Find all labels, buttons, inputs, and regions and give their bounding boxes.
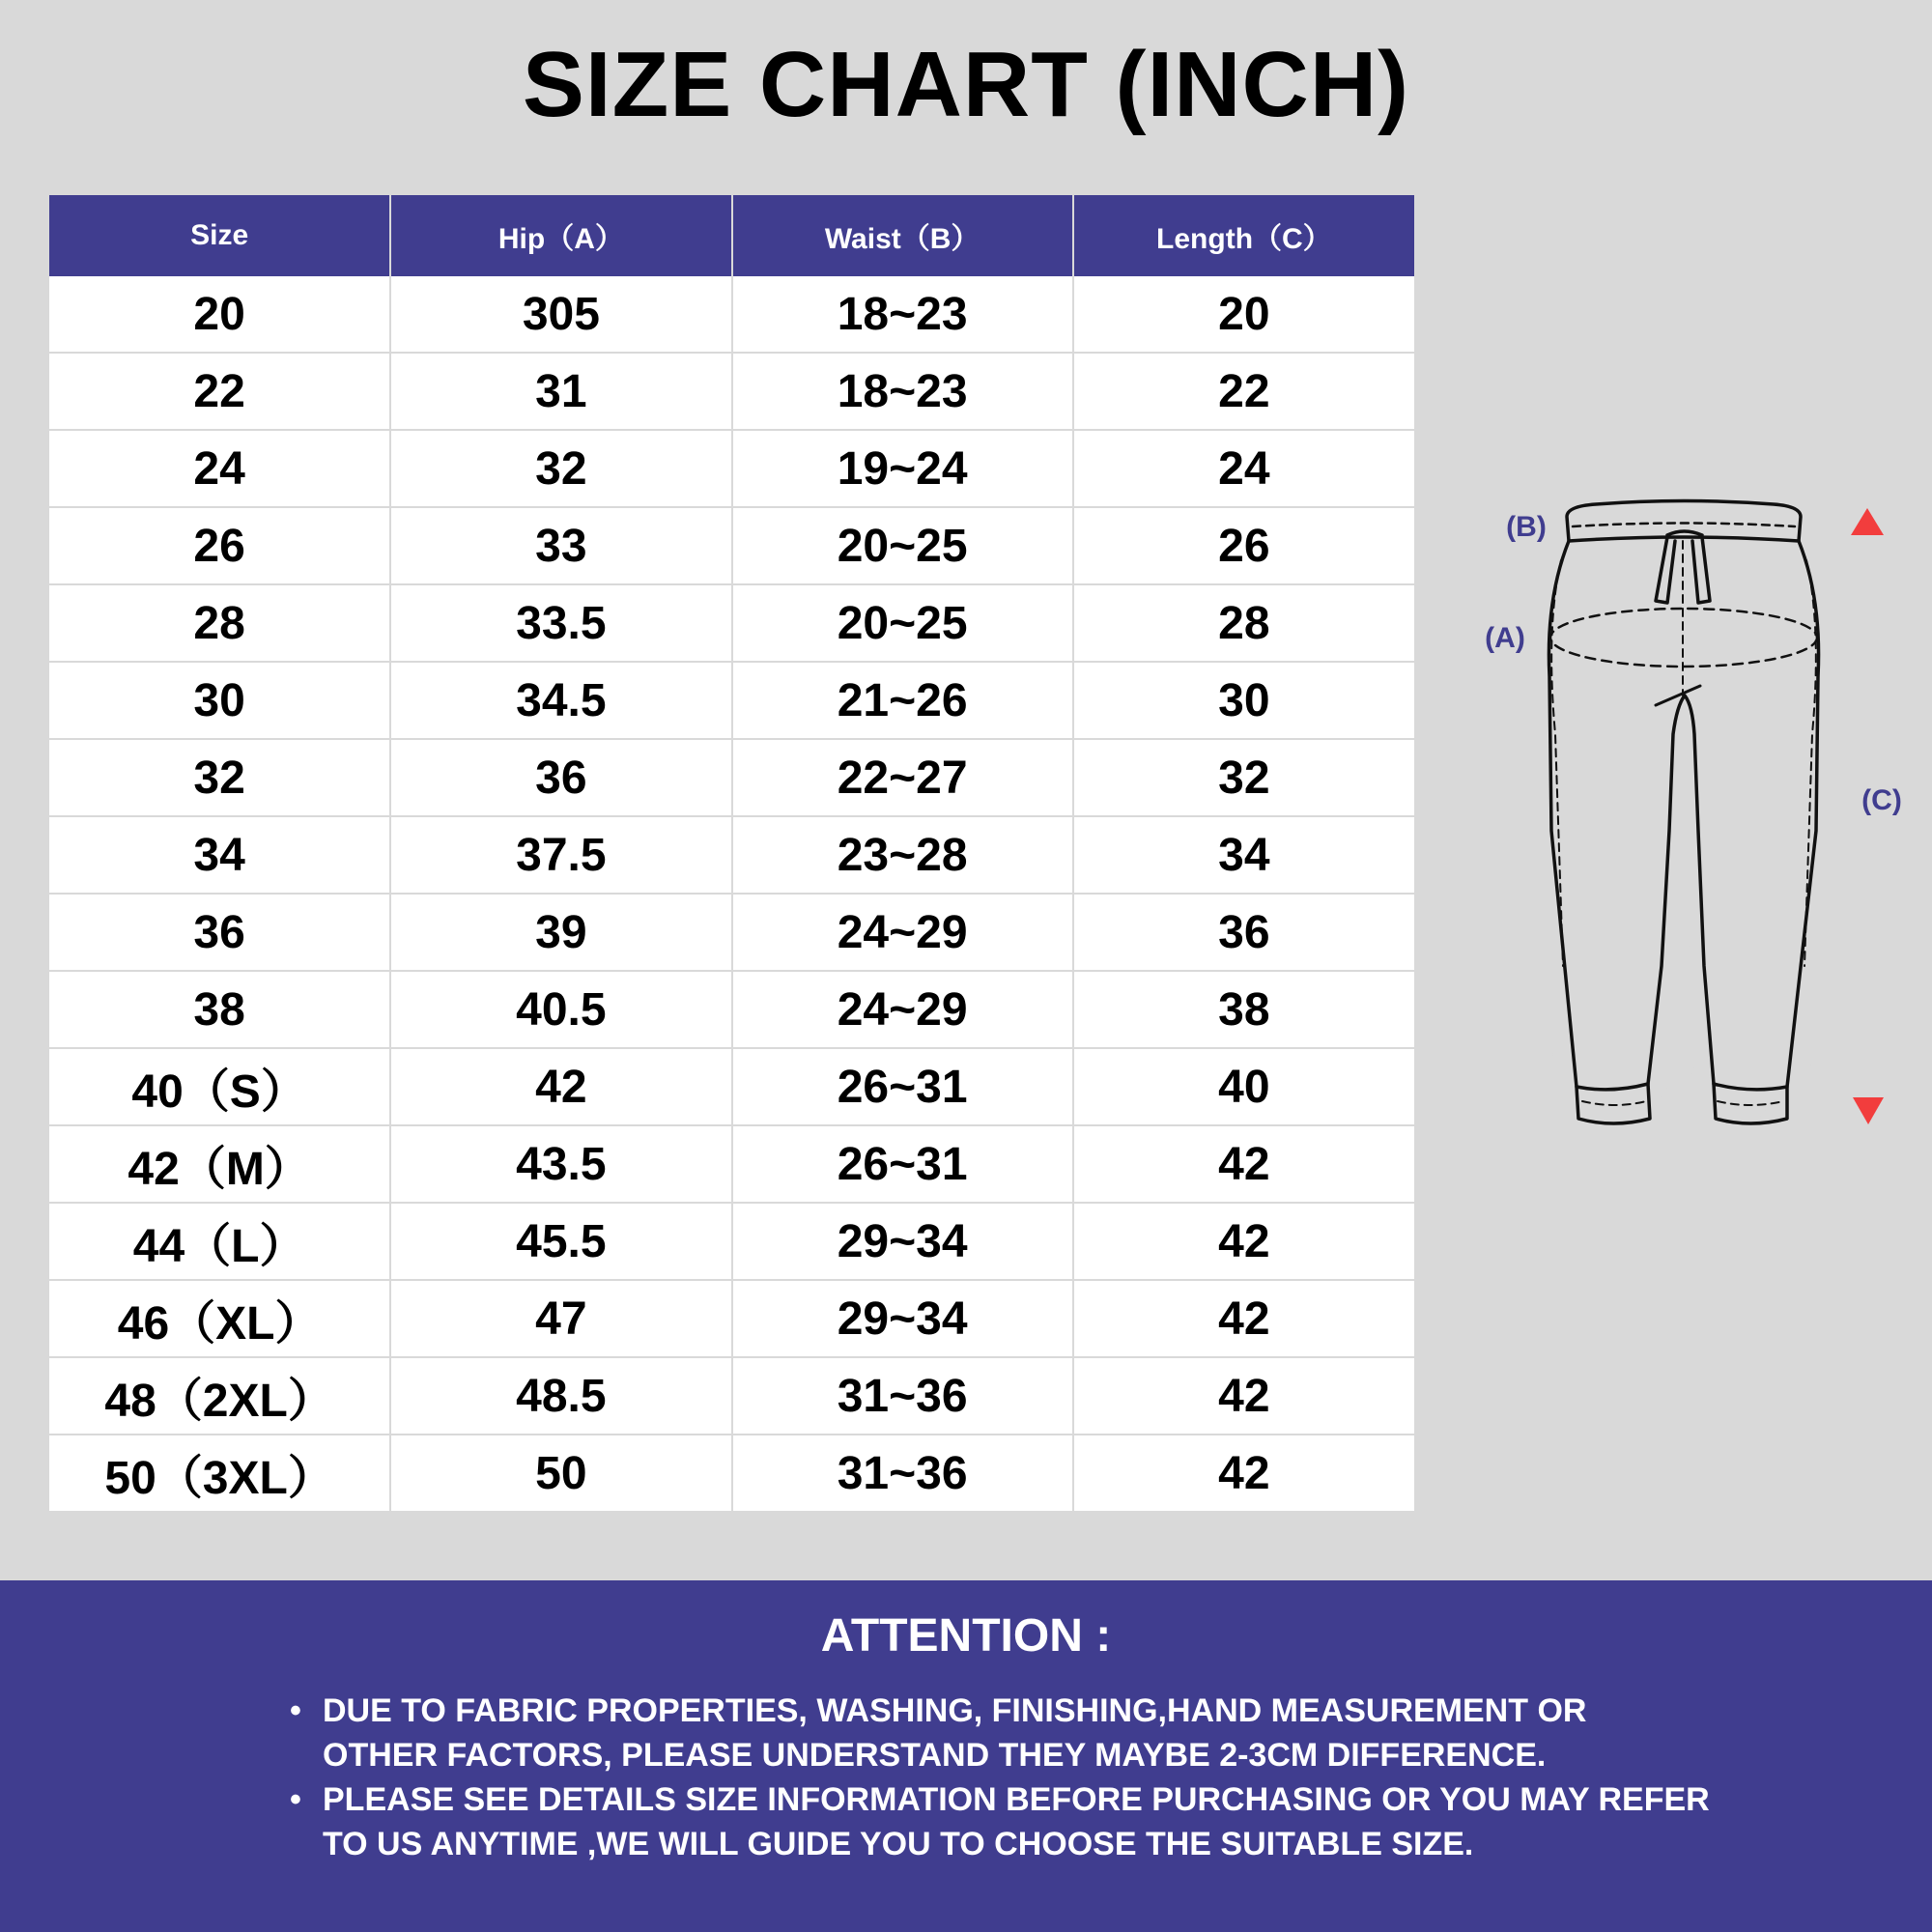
- cell-size: 42（M）: [49, 1125, 390, 1203]
- cell-waist: 31~36: [732, 1435, 1073, 1512]
- header-size: Size: [49, 195, 390, 276]
- cell-size: 50（3XL）: [49, 1435, 390, 1512]
- cell-size: 30: [49, 662, 390, 739]
- label-b: (B): [1506, 511, 1547, 543]
- cell-waist: 31~36: [732, 1357, 1073, 1435]
- cell-size: 26: [49, 507, 390, 584]
- cell-waist: 20~25: [732, 507, 1073, 584]
- cell-hip: 36: [390, 739, 731, 816]
- cell-length: 32: [1073, 739, 1414, 816]
- table-row: [49, 662, 1414, 739]
- bullet-icon: •: [290, 1692, 301, 1729]
- arrow-up-icon: [1851, 508, 1884, 535]
- cell-length: 42: [1073, 1125, 1414, 1203]
- table-row: [49, 816, 1414, 894]
- cell-waist: 18~23: [732, 353, 1073, 430]
- cell-hip: 37.5: [390, 816, 731, 894]
- cell-hip: 43.5: [390, 1125, 731, 1203]
- header-hip: Hip（A）: [390, 195, 731, 276]
- cell-size: 36: [49, 894, 390, 971]
- arrow-down-icon: [1853, 1097, 1884, 1124]
- page-title: SIZE CHART (INCH): [522, 33, 1410, 136]
- size-table: [49, 195, 1414, 1513]
- cell-hip: 34.5: [390, 662, 731, 739]
- cell-length: 42: [1073, 1280, 1414, 1357]
- cell-waist: 20~25: [732, 584, 1073, 662]
- table-row: [49, 1435, 1414, 1512]
- cell-size: 40（S）: [49, 1048, 390, 1125]
- cell-size: 22: [49, 353, 390, 430]
- cell-hip: 33: [390, 507, 731, 584]
- label-c: (C): [1861, 784, 1902, 816]
- cell-waist: 19~24: [732, 430, 1073, 507]
- cell-length: 22: [1073, 353, 1414, 430]
- cell-length: 38: [1073, 971, 1414, 1048]
- pants-outline-icon: [1547, 501, 1818, 1124]
- cell-length: 34: [1073, 816, 1414, 894]
- cell-length: 42: [1073, 1203, 1414, 1280]
- table-row: [49, 1203, 1414, 1280]
- cell-hip: 40.5: [390, 971, 731, 1048]
- cell-size: 28: [49, 584, 390, 662]
- cell-hip: 48.5: [390, 1357, 731, 1435]
- cell-waist: 24~29: [732, 971, 1073, 1048]
- cell-size: 46（XL）: [49, 1280, 390, 1357]
- note-item: [290, 1689, 1835, 1777]
- cell-waist: 29~34: [732, 1203, 1073, 1280]
- table-header-row: [49, 195, 1414, 276]
- cell-hip: 50: [390, 1435, 731, 1512]
- cell-length: 36: [1073, 894, 1414, 971]
- note-line: OTHER FACTORS, PLEASE UNDERSTAND THEY MAYBE 2-3CM DIFFERENCE.: [323, 1737, 1547, 1774]
- cell-size: 44（L）: [49, 1203, 390, 1280]
- note-item: [290, 1777, 1835, 1866]
- cell-size: 24: [49, 430, 390, 507]
- cell-waist: 29~34: [732, 1280, 1073, 1357]
- cell-waist: 18~23: [732, 276, 1073, 353]
- cell-hip: 42: [390, 1048, 731, 1125]
- cell-hip: 32: [390, 430, 731, 507]
- header-length: Length（C）: [1073, 195, 1414, 276]
- cell-hip: 39: [390, 894, 731, 971]
- note-line: TO US ANYTIME ,WE WILL GUIDE YOU TO CHOOSE THE SUITABLE SIZE.: [323, 1826, 1474, 1862]
- cell-waist: 24~29: [732, 894, 1073, 971]
- cell-length: 24: [1073, 430, 1414, 507]
- cell-size: 48（2XL）: [49, 1357, 390, 1435]
- table-row: [49, 739, 1414, 816]
- cell-length: 30: [1073, 662, 1414, 739]
- attention-notes: [290, 1689, 1835, 1866]
- table-row: [49, 971, 1414, 1048]
- cell-size: 38: [49, 971, 390, 1048]
- cell-size: 34: [49, 816, 390, 894]
- cell-size: 20: [49, 276, 390, 353]
- table-row: [49, 430, 1414, 507]
- cell-waist: 23~28: [732, 816, 1073, 894]
- cell-length: 40: [1073, 1048, 1414, 1125]
- cell-hip: 45.5: [390, 1203, 731, 1280]
- cell-waist: 21~26: [732, 662, 1073, 739]
- cell-hip: 33.5: [390, 584, 731, 662]
- cell-waist: 22~27: [732, 739, 1073, 816]
- pants-diagram: [1468, 483, 1902, 1159]
- bullet-icon: •: [290, 1781, 301, 1818]
- cell-length: 28: [1073, 584, 1414, 662]
- table-row: [49, 276, 1414, 353]
- cell-waist: 26~31: [732, 1048, 1073, 1125]
- cell-length: 42: [1073, 1435, 1414, 1512]
- cell-length: 42: [1073, 1357, 1414, 1435]
- cell-length: 26: [1073, 507, 1414, 584]
- note-line: DUE TO FABRIC PROPERTIES, WASHING, FINISHING,HAND MEASUREMENT OR: [323, 1692, 1587, 1729]
- header-waist: Waist（B）: [732, 195, 1073, 276]
- cell-hip: 305: [390, 276, 731, 353]
- cell-waist: 26~31: [732, 1125, 1073, 1203]
- cell-size: 32: [49, 739, 390, 816]
- table-row: [49, 1357, 1414, 1435]
- note-line: PLEASE SEE DETAILS SIZE INFORMATION BEFORE PURCHASING OR YOU MAY REFER: [323, 1781, 1710, 1818]
- table-row: [49, 1048, 1414, 1125]
- attention-panel: [0, 1580, 1932, 1932]
- label-a: (A): [1485, 622, 1525, 654]
- table-row: [49, 1280, 1414, 1357]
- table-row: [49, 507, 1414, 584]
- cell-length: 20: [1073, 276, 1414, 353]
- table-row: [49, 1125, 1414, 1203]
- attention-title: ATTENTION :: [820, 1610, 1112, 1662]
- cell-hip: 31: [390, 353, 731, 430]
- table-body: [49, 276, 1414, 1512]
- cell-hip: 47: [390, 1280, 731, 1357]
- table-row: [49, 353, 1414, 430]
- table-row: [49, 894, 1414, 971]
- table-row: [49, 584, 1414, 662]
